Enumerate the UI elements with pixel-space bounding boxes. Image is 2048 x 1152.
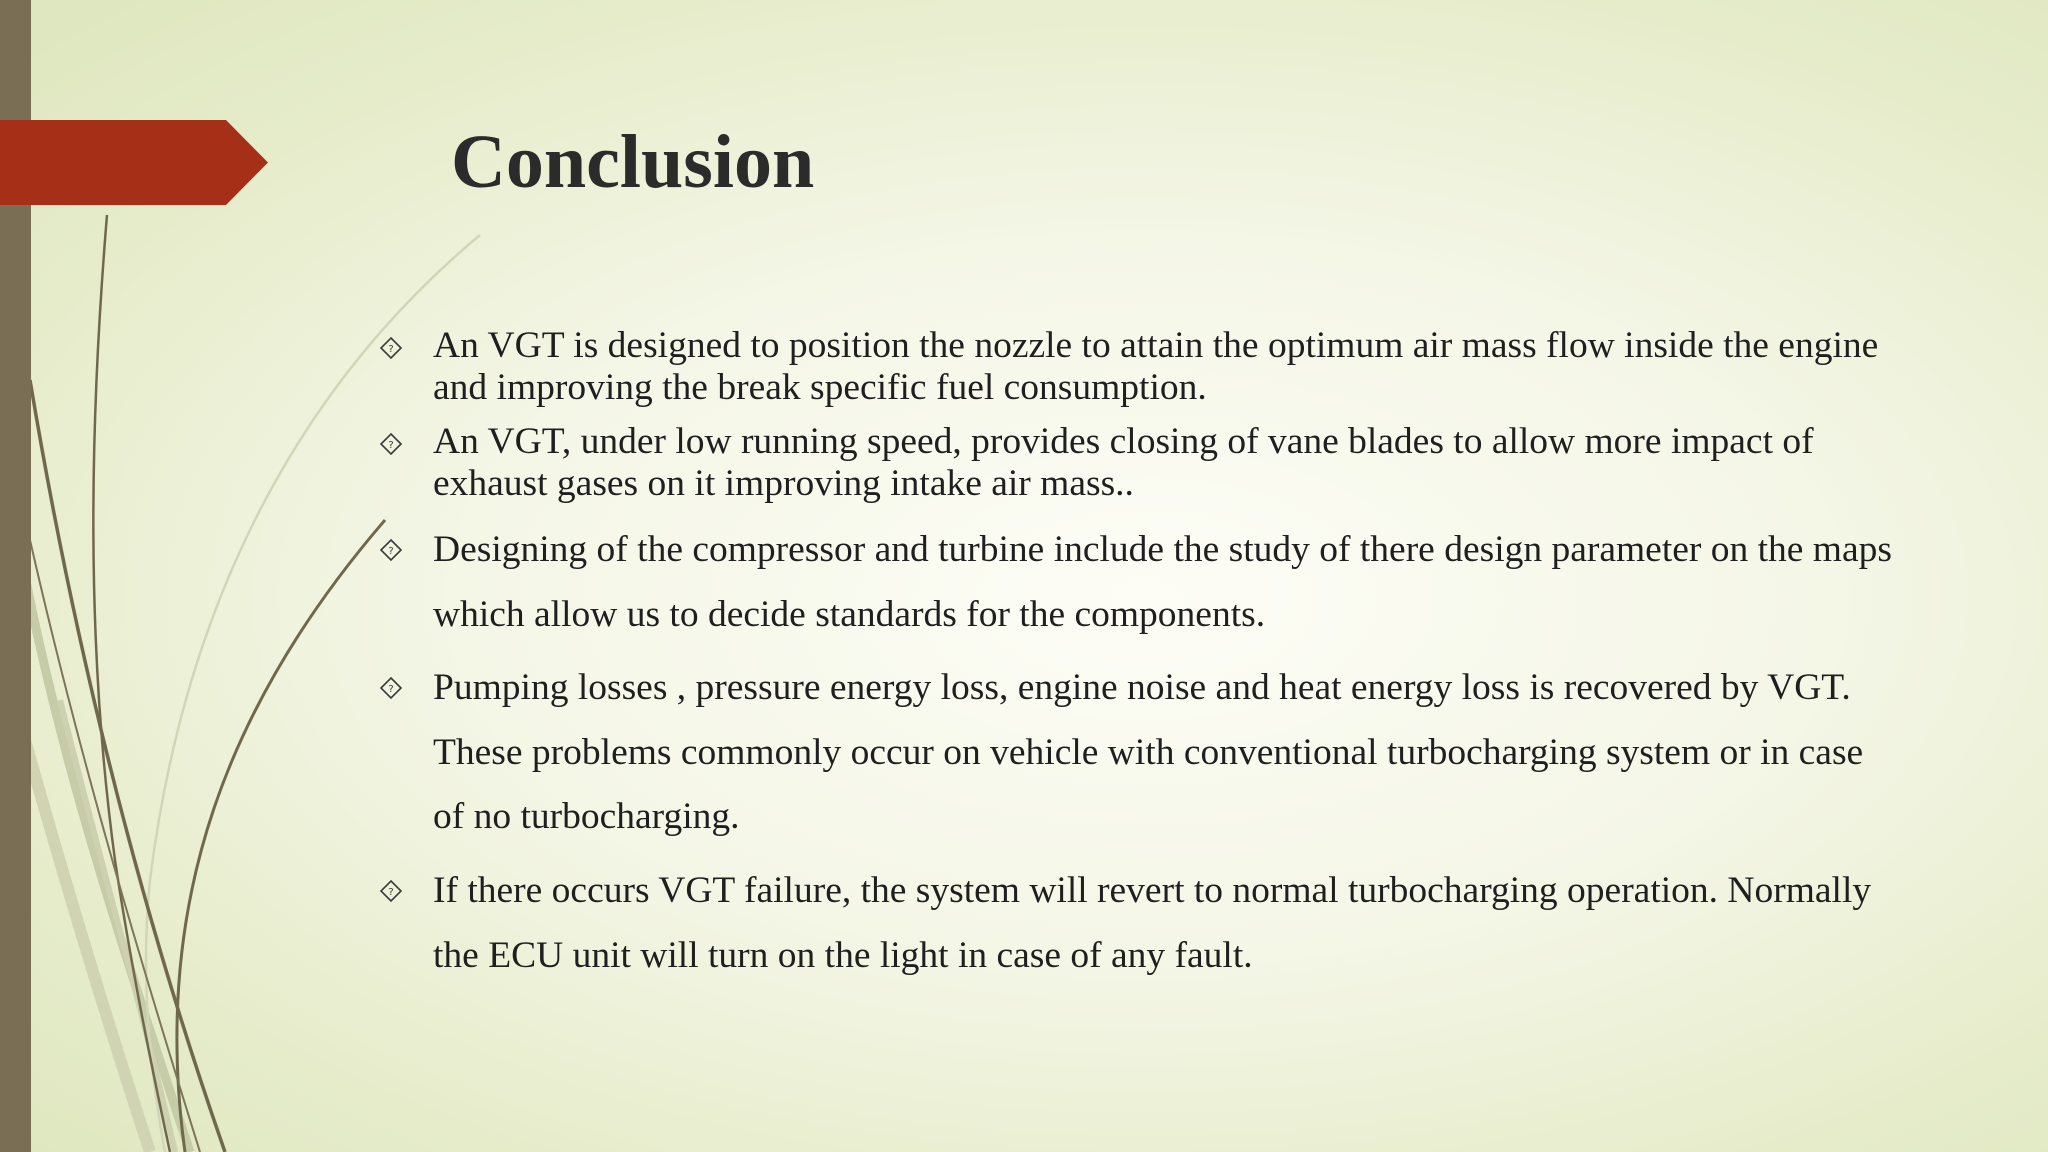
diamond-bullet-icon bbox=[379, 538, 403, 562]
bullet-text: If there occurs VGT failure, the system will revert to normal turbocharging operation. Normally the ECU unit will turn on the light in case of any fault. bbox=[433, 870, 1872, 976]
svg-text:?: ? bbox=[388, 887, 394, 898]
svg-text:?: ? bbox=[388, 684, 394, 695]
slide-title: Conclusion bbox=[451, 120, 815, 204]
diamond-bullet-icon bbox=[379, 432, 403, 456]
diamond-bullet-icon bbox=[379, 676, 403, 700]
bullet-text: Designing of the compressor and turbine include the study of there design parameter on the maps which allow us to decide standards for the components. bbox=[433, 529, 1892, 635]
diamond-bullet-icon bbox=[379, 336, 403, 360]
svg-text:?: ? bbox=[388, 440, 394, 451]
bullet-text: Pumping losses , pressure energy loss, engine noise and heat energy loss is recovered by VGT. These problems commonly occur on vehicle with conventional turbocharging system or in case of no turbocharging. bbox=[433, 667, 1864, 837]
bullet-text: An VGT, under low running speed, provides closing of vane blades to allow more impact of exhaust gases on it improving intake air mass.. bbox=[433, 421, 1814, 504]
svg-text:?: ? bbox=[388, 546, 394, 557]
bullet-text: An VGT is designed to position the nozzle to attain the optimum air mass flow inside the engine and improving the break specific fuel consumption. bbox=[433, 325, 1879, 408]
svg-text:?: ? bbox=[388, 344, 394, 355]
diamond-bullet-icon bbox=[379, 879, 403, 903]
